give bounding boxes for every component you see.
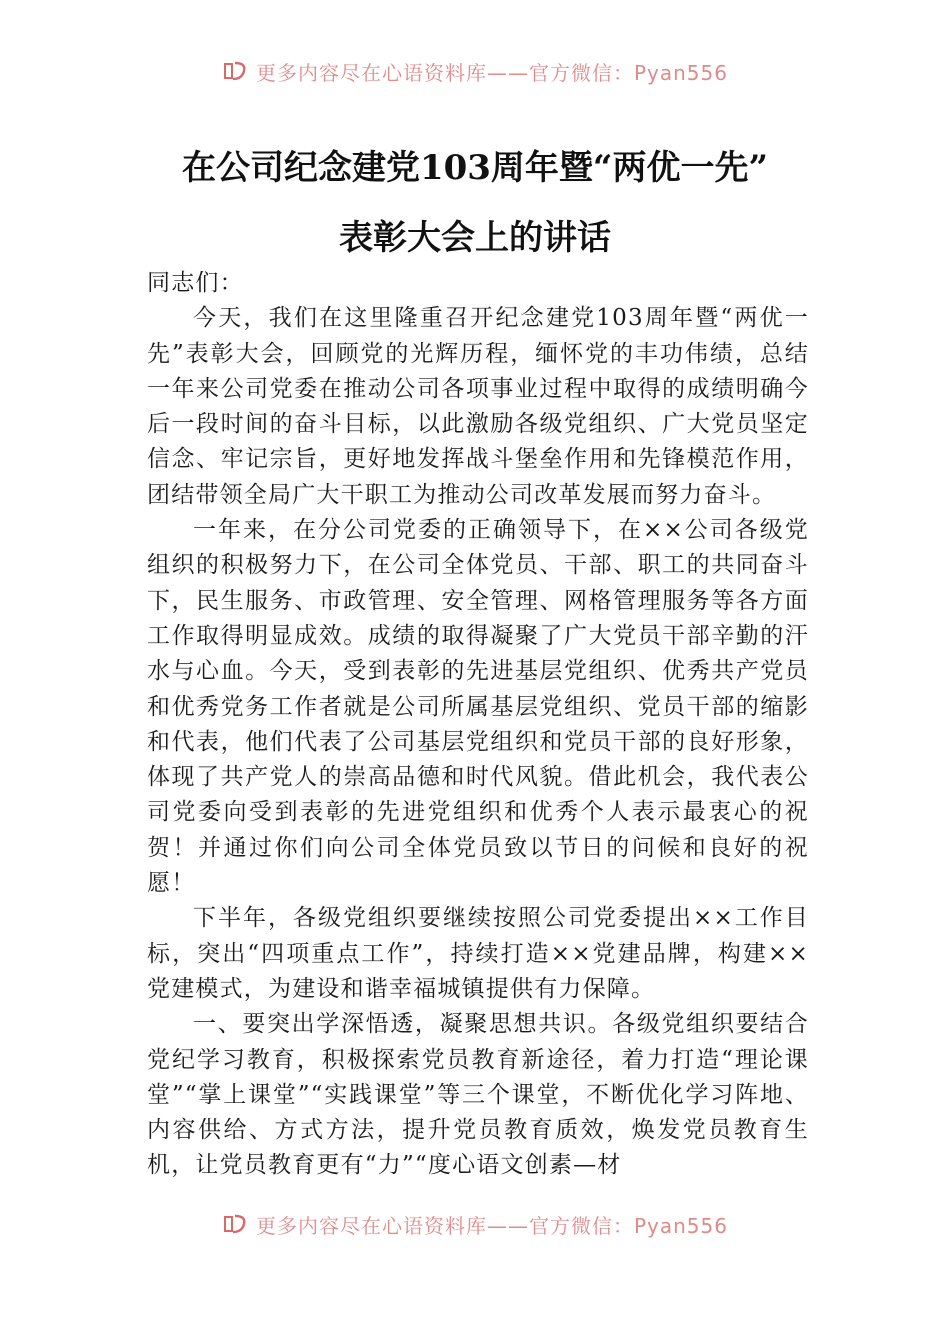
brand-logo-icon <box>222 1213 248 1235</box>
watermark-text: 更多内容尽在心语资料库——官方微信：Pyan556 <box>255 1213 728 1238</box>
body-paragraph: 下半年，各级党组织要继续按照公司党委提出××工作目标，突出“四项重点工作”，持续打造××党建品牌，构建××党建模式，为建设和谐幸福城镇提供有力保障。 <box>147 905 809 1002</box>
salutation: 同志们： <box>147 270 244 296</box>
body-paragraph: 一年来，在分公司党委的正确领导下，在××公司各级党组织的积极努力下，在公司全体党员、干部、职工的共同奋斗下，民生服务、市政管理、安全管理、网格管理服务等各方面工作取得明显成效。成绩的取得凝聚了广大党员干部辛勤的汗水与心血。今天，受到表彰的先进基层党组织、优秀共产党员和优秀党务工作者就是公司所属基层党组织、党员干部的缩影和代表，他们代表了公司基层党组织和党员干部的良好形象，体现了共产党人的崇高品德和时代风貌。借此机会，我代表公司党委向受到表彰的先进党组织和优秀个人表示最衷心的祝贺！并通过你们向公司全体党员致以节日的问候和良好的祝愿！ <box>147 517 809 897</box>
body-paragraph: 今天，我们在这里隆重召开纪念建党103周年暨“两优一先”表彰大会，回顾党的光辉历程，缅怀党的丰功伟绩，总结一年来公司党委在推动公司各项事业过程中取得的成绩明确今后一段时间的奋斗目标，以此激励各级党组织、广大党员坚定信念、牢记宗旨，更好地发挥战斗堡垒作用和先锋模范作用，团结带领全局广大干职工为推动公司改革发展而努力奋斗。 <box>147 305 809 508</box>
brand-logo-icon <box>222 60 248 82</box>
watermark-header <box>0 56 950 86</box>
document-title-line-2: 表彰大会上的讲话 <box>339 218 611 258</box>
watermark-footer <box>0 1209 950 1239</box>
document-title-line-1: 在公司纪念建党103周年暨“两优一先” <box>181 148 769 188</box>
body-paragraph: 一、要突出学深悟透，凝聚思想共识。各级党组织要结合党纪学习教育，积极探索党员教育新途径，着力打造“理论课堂”“掌上课堂”“实践课堂”等三个课堂，不断优化学习阵地、内容供给、方式方法，提升党员教育质效，焕发党员教育生机，让党员教育更有“力”“度心语文创素—材 <box>147 1011 809 1179</box>
document-body <box>147 266 809 1184</box>
watermark-text: 更多内容尽在心语资料库——官方微信：Pyan556 <box>255 60 728 85</box>
